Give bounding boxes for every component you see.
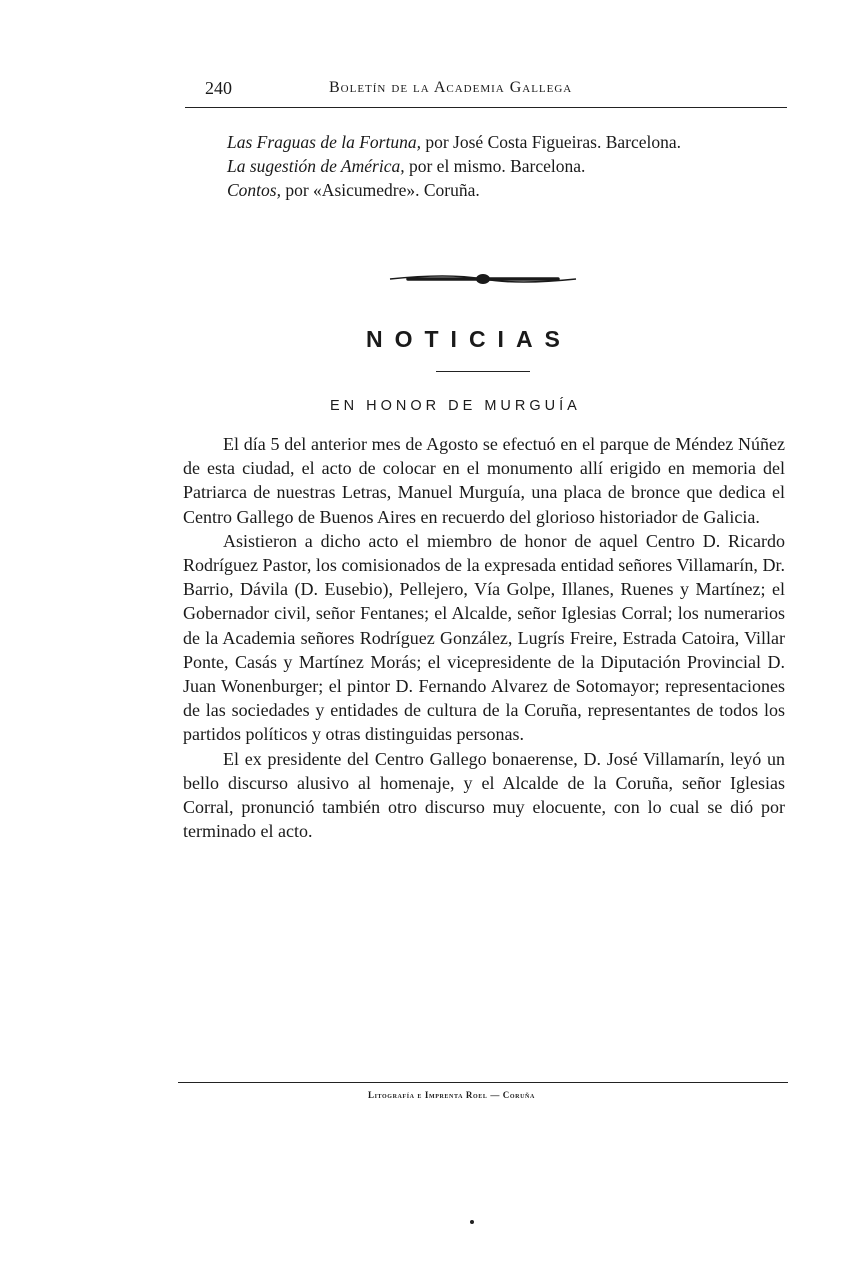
- book-details: por «Asicumedre». Coruña.: [280, 180, 480, 200]
- bibliography-list: [183, 130, 785, 202]
- bibliography-item: [183, 130, 785, 154]
- book-details: por José Costa Figueiras. Barcelona.: [420, 132, 681, 152]
- paragraph: El día 5 del anterior mes de Agosto se efectuó en el parque de Méndez Núñez de esta ciudad, el acto de colocar en el monumento allí erigido en memoria del Patriarca de nuestras Letras, Manuel Murguía, una placa de bronce que dedica el Centro Gallego de Buenos Aires en recuerdo del glorioso historiador de Galicia.: [183, 434, 785, 527]
- subsection-title: EN HONOR DE MURGUÍA: [330, 398, 581, 414]
- page-header: [185, 76, 787, 104]
- bibliography-item: [183, 154, 785, 178]
- section-divider-ornament: [388, 270, 578, 288]
- running-title: Boletín de la Academia Gallega: [329, 79, 573, 96]
- printer-imprint: Litografía e Imprenta Roel — Coruña: [368, 1090, 535, 1100]
- book-title: La sugestión de América,: [227, 156, 405, 176]
- paragraph: El ex presidente del Centro Gallego bonaerense, D. José Villamarín, leyó un bello discurso alusivo al homenaje, y el Alcalde de la Coruña, señor Iglesias Corral, pronunció también otro discurso muy elocuente, con lo cual se dió por terminado el acto.: [183, 748, 785, 842]
- page-number: 240: [205, 78, 232, 98]
- bibliography-item: [183, 178, 785, 202]
- paragraph: Asistieron a dicho acto el miembro de honor de aquel Centro D. Ricardo Rodríguez Pastor, los comisionados de la expresada entidad señores Villamarín, Dr. Barrio, Dávila (D. Eusebio), Pellejero, Vía Golpe, Illanes, Ruenes y Martínez; el Gobernador civil, señor Fentanes; el Alcalde, señor Iglesias Corral; los numerarios de la Academia señores Rodríguez González, Lugrís Freire, Estrada Catoira, Villar Ponte, Casás y Martínez Morás; el vicepresidente de la Diputación Provincial D. Juan Wonenburger; el pintor D. Fernando Alvarez de Sotomayor; representaciones de las sociedades y entidades de cultura de la Coruña, representantes de todos los partidos políticos y otras distinguidas personas.: [183, 530, 785, 745]
- section-title-underline: [436, 371, 530, 372]
- section-title: NOTICIAS: [366, 326, 572, 352]
- footer-rule: [178, 1082, 788, 1083]
- header-rule: [185, 107, 787, 108]
- article-body: [183, 432, 785, 843]
- book-details: por el mismo. Barcelona.: [404, 156, 586, 176]
- ink-dot: [470, 1220, 474, 1224]
- book-title: Contos,: [227, 180, 281, 200]
- book-title: Las Fraguas de la Fortuna,: [227, 132, 421, 152]
